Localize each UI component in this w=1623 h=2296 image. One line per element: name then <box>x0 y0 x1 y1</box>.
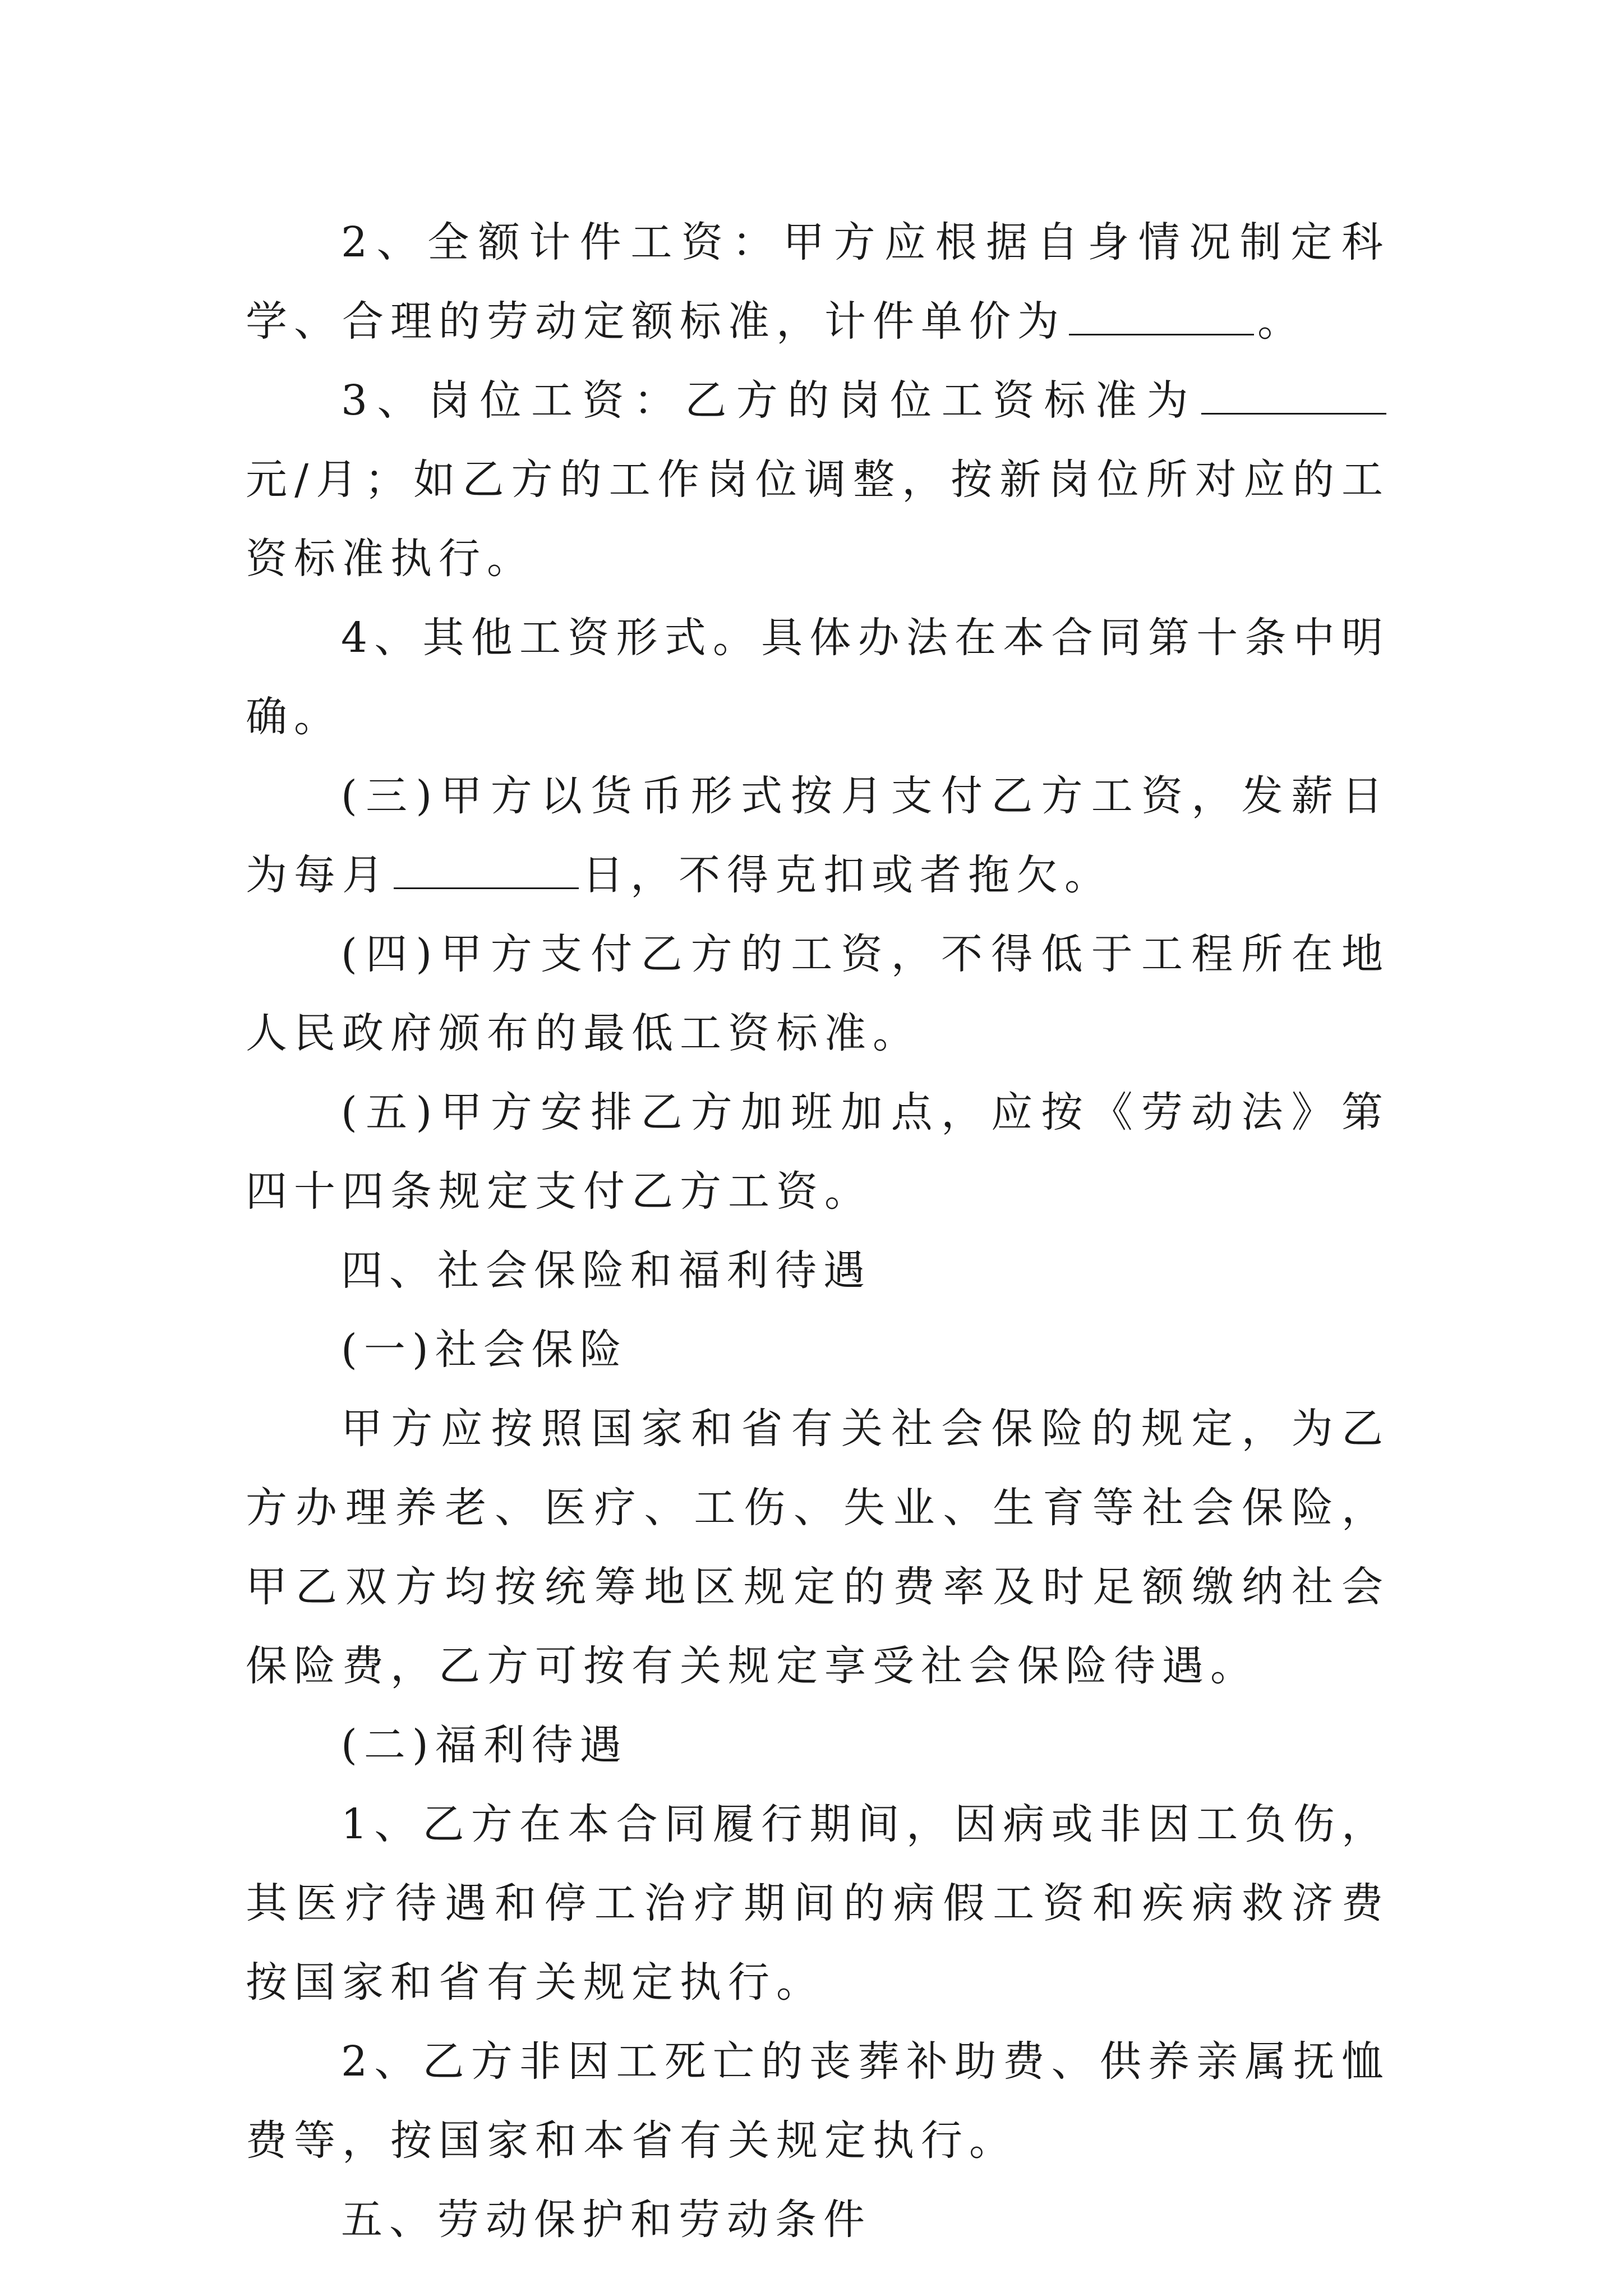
paragraph-piece-rate-wage <box>246 203 1390 361</box>
section-heading-labor-protection: 五、劳动保护和劳动条件 <box>341 2196 872 2244</box>
paragraph-text: (三)甲方以货币形式按月支付乙方工资，发薪日为每月 <box>246 772 1390 899</box>
blank-line <box>1201 379 1386 415</box>
blank-line <box>394 854 579 889</box>
blank-line <box>1069 300 1254 335</box>
subsection-heading-social-insurance: (一)社会保险 <box>341 1326 628 1374</box>
paragraph-text: 日，不得克扣或者拖欠。 <box>582 851 1113 899</box>
paragraph-minimum-wage: (四)甲方支付乙方的工资，不得低于工程所在地人民政府颁布的最低工资标准。 <box>246 930 1390 1057</box>
paragraph-position-wage <box>246 361 1390 599</box>
paragraph-pay-day <box>246 757 1390 915</box>
paragraph-text: 3、岗位工资：乙方的岗位工资标准为 <box>341 376 1198 425</box>
paragraph-text: 元/月；如乙方的工作岗位调整，按新岗位所对应的工资标准执行。 <box>246 455 1390 583</box>
paragraph-sick-leave: 1、乙方在本合同履行期间，因病或非因工负伤，其医疗待遇和停工治疗期间的病假工资和疾病救济费按国家和省有关规定执行。 <box>246 1800 1390 2007</box>
paragraph-other-wage: 4、其他工资形式。具体办法在本合同第十条中明确。 <box>246 614 1390 741</box>
paragraph-funeral-subsidy: 2、乙方非因工死亡的丧葬补助费、供养亲属抚恤费等，按国家和本省有关规定执行。 <box>246 2037 1390 2165</box>
paragraph-text: 2、全额计件工资：甲方应根据自身情况制定科学、合理的劳动定额标准，计件单价为 <box>246 218 1390 346</box>
section-heading-social-insurance: 四、社会保险和福利待遇 <box>341 1246 872 1295</box>
document-body <box>246 203 1390 2260</box>
paragraph-social-insurance: 甲方应按照国家和省有关社会保险的规定，为乙方办理养老、医疗、工伤、失业、生育等社会保险，甲乙双方均按统筹地区规定的费率及时足额缴纳社会保险费，乙方可按有关规定享受社会保险待遇。 <box>246 1405 1390 1690</box>
paragraph-text: 。 <box>1257 297 1306 346</box>
subsection-heading-welfare: (二)福利待遇 <box>341 1721 628 1769</box>
paragraph-overtime: (五)甲方安排乙方加班加点，应按《劳动法》第四十四条规定支付乙方工资。 <box>246 1088 1390 1216</box>
